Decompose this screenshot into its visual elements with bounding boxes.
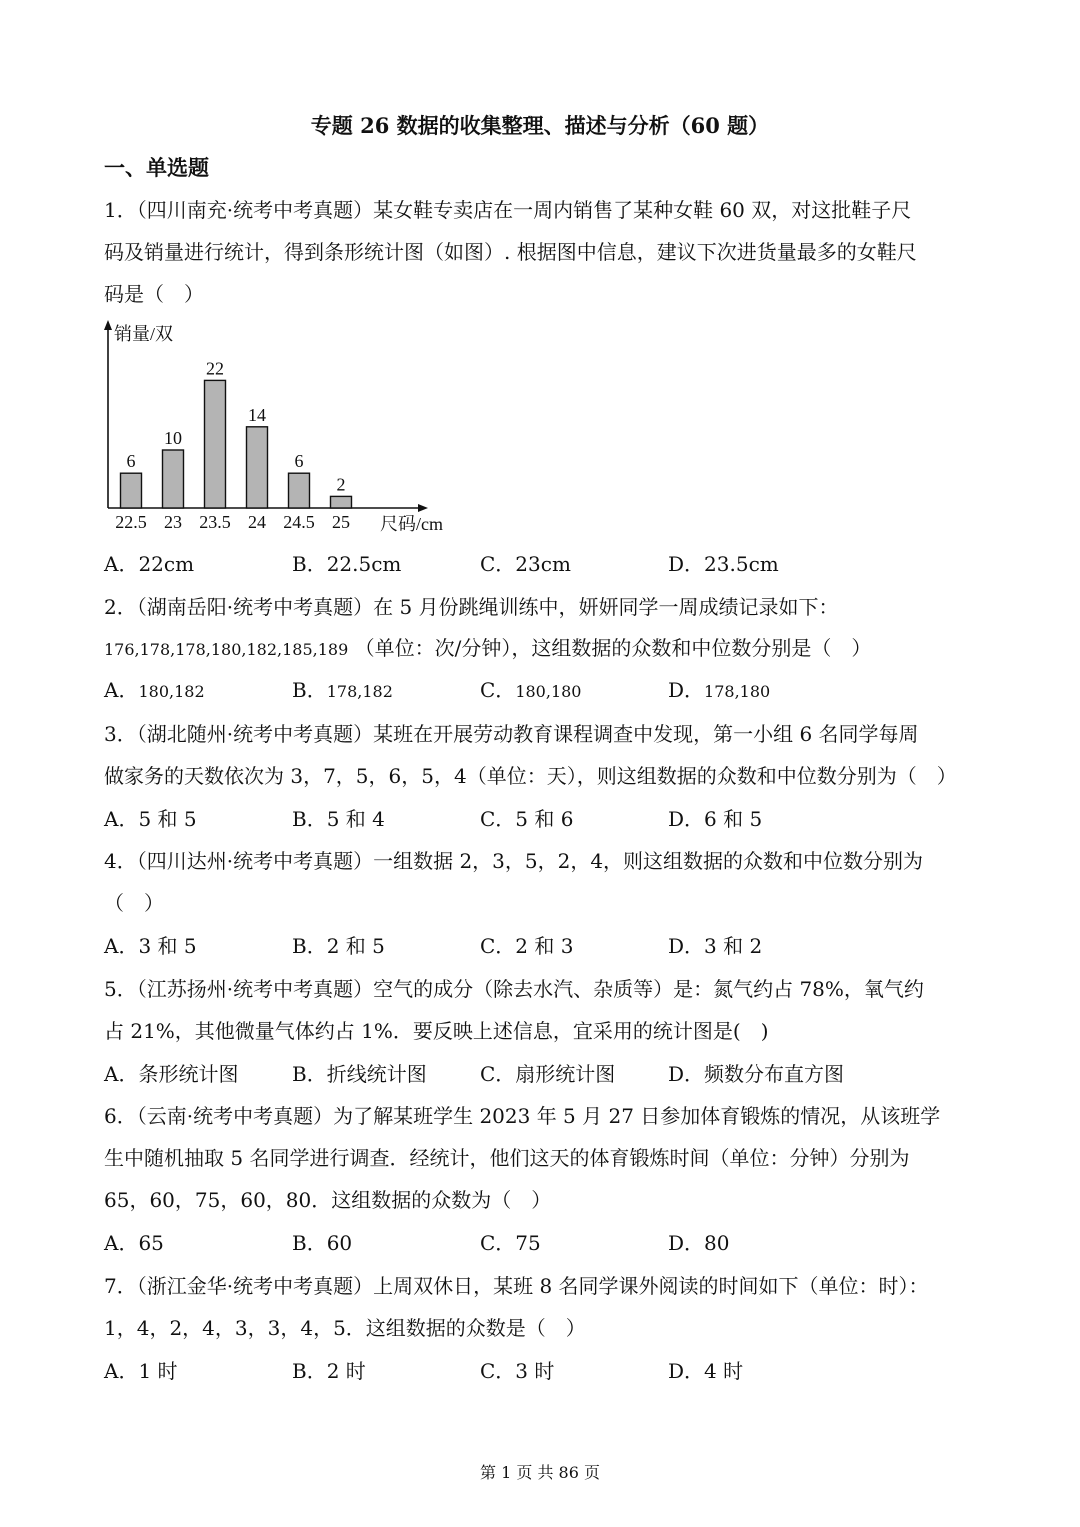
q6-option-b: B．60	[292, 1231, 353, 1255]
bar-25	[331, 496, 352, 508]
x-tick-label-24: 24	[248, 512, 266, 532]
q7-option-a: A．1 时	[104, 1359, 178, 1383]
q4-option-b: B．2 和 5	[292, 934, 385, 958]
q3-option-a: A．5 和 5	[104, 807, 197, 831]
x-axis-label: 尺码/cm	[380, 514, 443, 534]
q3-line-1: 3．（湖北随州·统考中考真题）某班在开展劳动教育课程调查中发现，第一小组 6 名同学每周	[104, 722, 919, 746]
q5-option-a: A．条形统计图	[104, 1062, 239, 1086]
q6-option-a: A．65	[104, 1231, 164, 1255]
q4-option-a: A．3 和 5	[104, 934, 197, 958]
q2-line-2-text: （单位：次/分钟），这组数据的众数和中位数分别是（ ）	[354, 636, 872, 660]
q6-option-d: D．80	[668, 1231, 730, 1255]
x-tick-label-25: 25	[332, 512, 350, 532]
bar-22.5	[121, 473, 142, 508]
q1-line-1: 1．（四川南充·统考中考真题）某女鞋专卖店在一周内销售了某种女鞋 60 双，对这批鞋子尺	[104, 198, 912, 222]
q2-option-c-value: 180,180	[515, 682, 582, 701]
q2-option-d-value: 178,180	[704, 682, 771, 701]
q2-option-b-value: 178,182	[326, 682, 393, 701]
bar-value-label-24.5: 6	[294, 451, 304, 472]
q1-option-b: B．22.5cm	[292, 552, 402, 576]
q7-option-c: C．3 时	[480, 1359, 555, 1383]
bar-value-label-25: 2	[336, 474, 346, 495]
bar-23	[163, 450, 184, 508]
y-axis-arrow	[104, 320, 112, 330]
q1-line-3: 码是（ ）	[104, 282, 204, 306]
q7-option-d: D．4 时	[668, 1359, 744, 1383]
q6-line-1: 6．（云南·统考中考真题）为了解某班学生 2023 年 5 月 27 日参加体育锻炼的情况，从该班学	[104, 1104, 941, 1128]
section-heading: 一、单选题	[104, 155, 209, 180]
x-tick-label-24.5: 24.5	[283, 512, 315, 532]
q1-line-2: 码及销量进行统计，得到条形统计图（如图）. 根据图中信息，建议下次进货量最多的女鞋尺	[104, 240, 917, 264]
bar-24.5	[289, 473, 310, 508]
bar-23.5	[205, 380, 226, 508]
q2-data-list: 176,178,178,180,182,185,189	[104, 640, 349, 659]
q4-line-2: （ ）	[104, 891, 164, 915]
q5-option-b: B．折线统计图	[292, 1062, 427, 1086]
page-title: 专题 26 数据的收集整理、描述与分析（60 题）	[310, 113, 770, 138]
bar-value-label-23: 10	[164, 428, 182, 448]
q2-option-a-letter: A．	[104, 678, 139, 702]
q3-option-c: C．5 和 6	[480, 807, 574, 831]
q4-option-c: C．2 和 3	[480, 934, 574, 958]
q2-option-b-letter: B．	[292, 678, 327, 702]
bar-value-label-22.5: 6	[126, 451, 136, 472]
x-axis-arrow	[418, 504, 428, 512]
q6-line-3: 65，60，75，60，80．这组数据的众数为（ ）	[104, 1188, 552, 1212]
q2-option-c	[480, 676, 581, 706]
q4-line-1: 4．（四川达州·统考中考真题）一组数据 2，3，5，2，4，则这组数据的众数和中位数分别为	[104, 849, 924, 873]
q1-option-d: D．23.5cm	[668, 552, 779, 576]
q5-option-c: C．扇形统计图	[480, 1062, 616, 1086]
q7-line-2: 1，4，2，4，3，3，4，5．这组数据的众数是（ ）	[104, 1316, 586, 1340]
shoe-size-bar-chart	[100, 318, 470, 540]
q5-line-1: 5．（江苏扬州·统考中考真题）空气的成分（除去水汽、杂质等）是：氮气约占 78%，氧气约	[104, 977, 924, 1001]
q2-option-b	[292, 676, 393, 706]
q6-option-c: C．75	[480, 1231, 541, 1255]
q2-option-c-letter: C．	[480, 678, 516, 702]
q5-line-2: 占 21%，其他微量气体约占 1%．要反映上述信息，宜采用的统计图是( )	[104, 1019, 769, 1043]
y-axis-label: 销量/双	[114, 324, 174, 344]
q3-option-d: D．6 和 5	[668, 807, 763, 831]
x-tick-label-23: 23	[164, 512, 182, 532]
q2-line-1: 2．（湖南岳阳·统考中考真题）在 5 月份跳绳训练中，妍妍同学一周成绩记录如下：	[104, 595, 839, 619]
q5-option-d: D．频数分布直方图	[668, 1062, 845, 1086]
q2-option-a-value: 180,182	[138, 682, 205, 701]
q3-option-b: B．5 和 4	[292, 807, 385, 831]
q7-option-b: B．2 时	[292, 1359, 366, 1383]
x-tick-label-22.5: 22.5	[115, 512, 147, 532]
q6-line-2: 生中随机抽取 5 名同学进行调查．经统计，他们这天的体育锻炼时间（单位：分钟）分别为	[104, 1146, 910, 1170]
q7-line-1: 7．（浙江金华·统考中考真题）上周双休日，某班 8 名同学课外阅读的时间如下（单位：时）：	[104, 1274, 929, 1298]
page-footer: 第 1 页 共 86 页	[480, 1463, 600, 1482]
q2-line-2	[104, 634, 871, 664]
bar-24	[247, 427, 268, 508]
bar-value-label-23.5: 22	[206, 358, 224, 379]
x-tick-label-23.5: 23.5	[199, 512, 231, 532]
q2-option-d	[668, 676, 770, 706]
q3-line-2: 做家务的天数依次为 3，7，5，6，5，4（单位：天），则这组数据的众数和中位数分别为（ ）	[104, 764, 957, 788]
q2-option-a	[104, 676, 205, 706]
q1-option-a: A．22cm	[104, 552, 195, 576]
bar-value-label-24: 14	[248, 404, 266, 425]
q4-option-d: D．3 和 2	[668, 934, 763, 958]
q1-option-c: C．23cm	[480, 552, 571, 576]
q2-option-d-letter: D．	[668, 678, 705, 702]
